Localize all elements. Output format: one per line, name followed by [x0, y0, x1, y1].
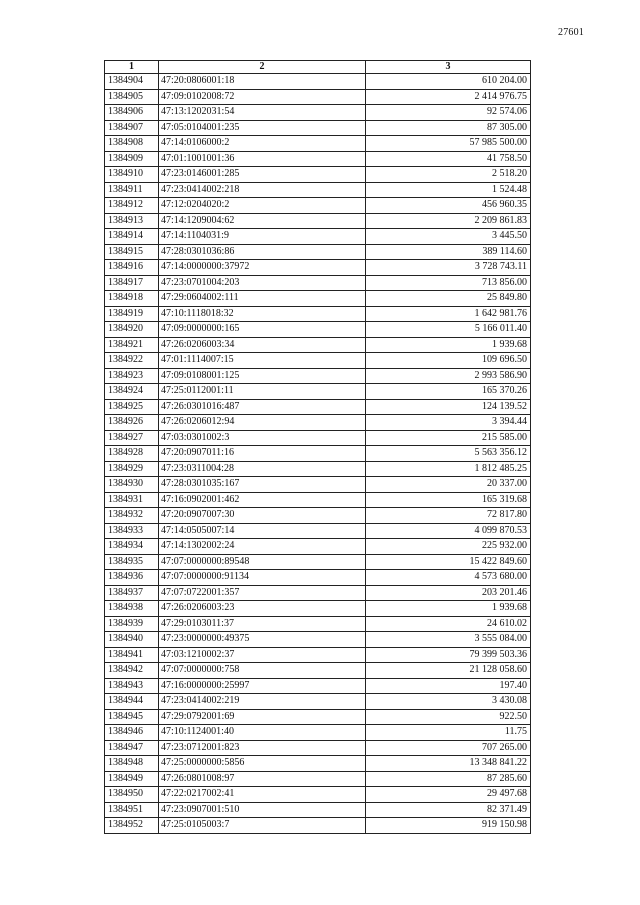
table-row: [105, 523, 531, 539]
table-row: [105, 694, 531, 710]
cadastral-number: 47:09:0000000:165: [159, 322, 366, 338]
row-number: 1384947: [105, 740, 159, 756]
amount-value: 109 696.50: [366, 353, 531, 369]
row-number: 1384926: [105, 415, 159, 431]
table-row: [105, 213, 531, 229]
cadastral-number: 47:22:0217002:41: [159, 787, 366, 803]
amount-value: 72 817.80: [366, 508, 531, 524]
row-number: 1384907: [105, 120, 159, 136]
table-row: [105, 616, 531, 632]
row-number: 1384937: [105, 585, 159, 601]
cadastral-number: 47:03:1210002:37: [159, 647, 366, 663]
table-row: [105, 709, 531, 725]
table-row: [105, 353, 531, 369]
table-row: [105, 585, 531, 601]
table-row: [105, 368, 531, 384]
amount-value: 25 849.80: [366, 291, 531, 307]
row-number: 1384943: [105, 678, 159, 694]
table-row: [105, 461, 531, 477]
table-row: [105, 492, 531, 508]
row-number: 1384934: [105, 539, 159, 555]
cadastral-number: 47:23:0000000:49375: [159, 632, 366, 648]
cadastral-number: 47:07:0000000:91134: [159, 570, 366, 586]
table-row: [105, 244, 531, 260]
cadastral-number: 47:29:0103011:37: [159, 616, 366, 632]
amount-value: 79 399 503.36: [366, 647, 531, 663]
amount-value: 124 139.52: [366, 399, 531, 415]
registry-table: [104, 60, 531, 834]
amount-value: 456 960.35: [366, 198, 531, 214]
table-row: [105, 275, 531, 291]
row-number: 1384935: [105, 554, 159, 570]
row-number: 1384927: [105, 430, 159, 446]
amount-value: 165 319.68: [366, 492, 531, 508]
row-number: 1384924: [105, 384, 159, 400]
cadastral-number: 47:16:0000000:25997: [159, 678, 366, 694]
amount-value: 82 371.49: [366, 802, 531, 818]
row-number: 1384909: [105, 151, 159, 167]
cadastral-number: 47:09:0108001:125: [159, 368, 366, 384]
row-number: 1384919: [105, 306, 159, 322]
row-number: 1384940: [105, 632, 159, 648]
table-row: [105, 756, 531, 772]
row-number: 1384913: [105, 213, 159, 229]
table-row: [105, 167, 531, 183]
cadastral-number: 47:16:0902001:462: [159, 492, 366, 508]
table-row: [105, 136, 531, 152]
table-row: [105, 337, 531, 353]
amount-value: 1 812 485.25: [366, 461, 531, 477]
table-row: [105, 415, 531, 431]
amount-value: 919 150.98: [366, 818, 531, 834]
row-number: 1384952: [105, 818, 159, 834]
page-number: 27601: [558, 27, 584, 38]
table-row: [105, 508, 531, 524]
row-number: 1384920: [105, 322, 159, 338]
row-number: 1384906: [105, 105, 159, 121]
row-number: 1384910: [105, 167, 159, 183]
table-row: [105, 291, 531, 307]
row-number: 1384936: [105, 570, 159, 586]
amount-value: 389 114.60: [366, 244, 531, 260]
cadastral-number: 47:25:0105003:7: [159, 818, 366, 834]
table-row: [105, 570, 531, 586]
amount-value: 3 555 084.00: [366, 632, 531, 648]
table-body: [105, 74, 531, 834]
amount-value: 2 993 586.90: [366, 368, 531, 384]
table-row: [105, 399, 531, 415]
cadastral-number: 47:23:0712001:823: [159, 740, 366, 756]
row-number: 1384945: [105, 709, 159, 725]
amount-value: 2 414 976.75: [366, 89, 531, 105]
table-row: [105, 384, 531, 400]
row-number: 1384930: [105, 477, 159, 493]
row-number: 1384946: [105, 725, 159, 741]
table-row: [105, 89, 531, 105]
amount-value: 21 128 058.60: [366, 663, 531, 679]
row-number: 1384915: [105, 244, 159, 260]
table-row: [105, 446, 531, 462]
cadastral-number: 47:23:0311004:28: [159, 461, 366, 477]
table-row: [105, 802, 531, 818]
row-number: 1384928: [105, 446, 159, 462]
row-number: 1384921: [105, 337, 159, 353]
cadastral-number: 47:20:0907007:30: [159, 508, 366, 524]
cadastral-number: 47:01:1001001:36: [159, 151, 366, 167]
amount-value: 4 099 870.53: [366, 523, 531, 539]
cadastral-number: 47:26:0206012:94: [159, 415, 366, 431]
header-col-1: 1: [105, 61, 159, 74]
amount-value: 707 265.00: [366, 740, 531, 756]
cadastral-number: 47:12:0204020:2: [159, 198, 366, 214]
cadastral-number: 47:07:0722001:357: [159, 585, 366, 601]
table-row: [105, 740, 531, 756]
cadastral-number: 47:10:1124001:40: [159, 725, 366, 741]
amount-value: 11.75: [366, 725, 531, 741]
cadastral-number: 47:14:1302002:24: [159, 539, 366, 555]
amount-value: 92 574.06: [366, 105, 531, 121]
table-row: [105, 647, 531, 663]
amount-value: 1 524.48: [366, 182, 531, 198]
row-number: 1384939: [105, 616, 159, 632]
cadastral-number: 47:26:0301016:487: [159, 399, 366, 415]
amount-value: 3 394.44: [366, 415, 531, 431]
amount-value: 4 573 680.00: [366, 570, 531, 586]
table-row: [105, 74, 531, 90]
row-number: 1384950: [105, 787, 159, 803]
table-row: [105, 306, 531, 322]
amount-value: 1 939.68: [366, 601, 531, 617]
amount-value: 1 642 981.76: [366, 306, 531, 322]
cadastral-number: 47:14:1209004:62: [159, 213, 366, 229]
amount-value: 29 497.68: [366, 787, 531, 803]
table-header: [105, 61, 531, 74]
amount-value: 922.50: [366, 709, 531, 725]
amount-value: 1 939.68: [366, 337, 531, 353]
cadastral-number: 47:25:0000000:5856: [159, 756, 366, 772]
cadastral-number: 47:03:0301002:3: [159, 430, 366, 446]
row-number: 1384933: [105, 523, 159, 539]
table-row: [105, 120, 531, 136]
cadastral-number: 47:26:0206003:34: [159, 337, 366, 353]
table-row: [105, 229, 531, 245]
row-number: 1384938: [105, 601, 159, 617]
amount-value: 713 856.00: [366, 275, 531, 291]
header-row: [105, 61, 531, 74]
cadastral-number: 47:23:0701004:203: [159, 275, 366, 291]
table-row: [105, 663, 531, 679]
amount-value: 2 518.20: [366, 167, 531, 183]
row-number: 1384951: [105, 802, 159, 818]
table-row: [105, 678, 531, 694]
cadastral-number: 47:01:1114007:15: [159, 353, 366, 369]
table-row: [105, 198, 531, 214]
cadastral-number: 47:26:0801008:97: [159, 771, 366, 787]
cadastral-number: 47:10:1118018:32: [159, 306, 366, 322]
row-number: 1384923: [105, 368, 159, 384]
table-row: [105, 818, 531, 834]
cadastral-number: 47:23:0146001:285: [159, 167, 366, 183]
cadastral-number: 47:13:1202031:54: [159, 105, 366, 121]
amount-value: 203 201.46: [366, 585, 531, 601]
table-row: [105, 787, 531, 803]
amount-value: 165 370.26: [366, 384, 531, 400]
amount-value: 2 209 861.83: [366, 213, 531, 229]
amount-value: 3 728 743.11: [366, 260, 531, 276]
amount-value: 3 445.50: [366, 229, 531, 245]
table-row: [105, 601, 531, 617]
amount-value: 225 932.00: [366, 539, 531, 555]
cadastral-number: 47:28:0301036:86: [159, 244, 366, 260]
cadastral-number: 47:07:0000000:758: [159, 663, 366, 679]
amount-value: 24 610.02: [366, 616, 531, 632]
row-number: 1384941: [105, 647, 159, 663]
cadastral-number: 47:14:0505007:14: [159, 523, 366, 539]
row-number: 1384944: [105, 694, 159, 710]
row-number: 1384914: [105, 229, 159, 245]
cadastral-number: 47:14:1104031:9: [159, 229, 366, 245]
table-row: [105, 322, 531, 338]
table-row: [105, 151, 531, 167]
table-row: [105, 105, 531, 121]
amount-value: 5 563 356.12: [366, 446, 531, 462]
row-number: 1384929: [105, 461, 159, 477]
table-row: [105, 554, 531, 570]
amount-value: 215 585.00: [366, 430, 531, 446]
cadastral-number: 47:23:0414002:218: [159, 182, 366, 198]
row-number: 1384931: [105, 492, 159, 508]
row-number: 1384918: [105, 291, 159, 307]
amount-value: 57 985 500.00: [366, 136, 531, 152]
row-number: 1384949: [105, 771, 159, 787]
row-number: 1384916: [105, 260, 159, 276]
table-row: [105, 771, 531, 787]
amount-value: 610 204.00: [366, 74, 531, 90]
amount-value: 87 285.60: [366, 771, 531, 787]
cadastral-number: 47:14:0000000:37972: [159, 260, 366, 276]
cadastral-number: 47:29:0792001:69: [159, 709, 366, 725]
cadastral-number: 47:23:0414002:219: [159, 694, 366, 710]
amount-value: 5 166 011.40: [366, 322, 531, 338]
row-number: 1384948: [105, 756, 159, 772]
row-number: 1384908: [105, 136, 159, 152]
cadastral-number: 47:07:0000000:89548: [159, 554, 366, 570]
row-number: 1384905: [105, 89, 159, 105]
header-col-3: 3: [366, 61, 531, 74]
table-row: [105, 477, 531, 493]
cadastral-number: 47:09:0102008:72: [159, 89, 366, 105]
row-number: 1384904: [105, 74, 159, 90]
amount-value: 13 348 841.22: [366, 756, 531, 772]
amount-value: 197.40: [366, 678, 531, 694]
amount-value: 15 422 849.60: [366, 554, 531, 570]
row-number: 1384942: [105, 663, 159, 679]
row-number: 1384917: [105, 275, 159, 291]
table-row: [105, 632, 531, 648]
cadastral-number: 47:28:0301035:167: [159, 477, 366, 493]
cadastral-number: 47:14:0106000:2: [159, 136, 366, 152]
header-col-2: 2: [159, 61, 366, 74]
cadastral-number: 47:20:0806001:18: [159, 74, 366, 90]
cadastral-number: 47:05:0104001:235: [159, 120, 366, 136]
row-number: 1384932: [105, 508, 159, 524]
table-row: [105, 182, 531, 198]
row-number: 1384912: [105, 198, 159, 214]
cadastral-number: 47:29:0604002:111: [159, 291, 366, 307]
cadastral-number: 47:25:0112001:11: [159, 384, 366, 400]
amount-value: 20 337.00: [366, 477, 531, 493]
row-number: 1384911: [105, 182, 159, 198]
table-row: [105, 260, 531, 276]
row-number: 1384925: [105, 399, 159, 415]
amount-value: 3 430.08: [366, 694, 531, 710]
amount-value: 41 758.50: [366, 151, 531, 167]
table-row: [105, 539, 531, 555]
amount-value: 87 305.00: [366, 120, 531, 136]
cadastral-number: 47:26:0206003:23: [159, 601, 366, 617]
row-number: 1384922: [105, 353, 159, 369]
table-row: [105, 725, 531, 741]
cadastral-number: 47:23:0907001:510: [159, 802, 366, 818]
table-row: [105, 430, 531, 446]
cadastral-number: 47:20:0907011:16: [159, 446, 366, 462]
